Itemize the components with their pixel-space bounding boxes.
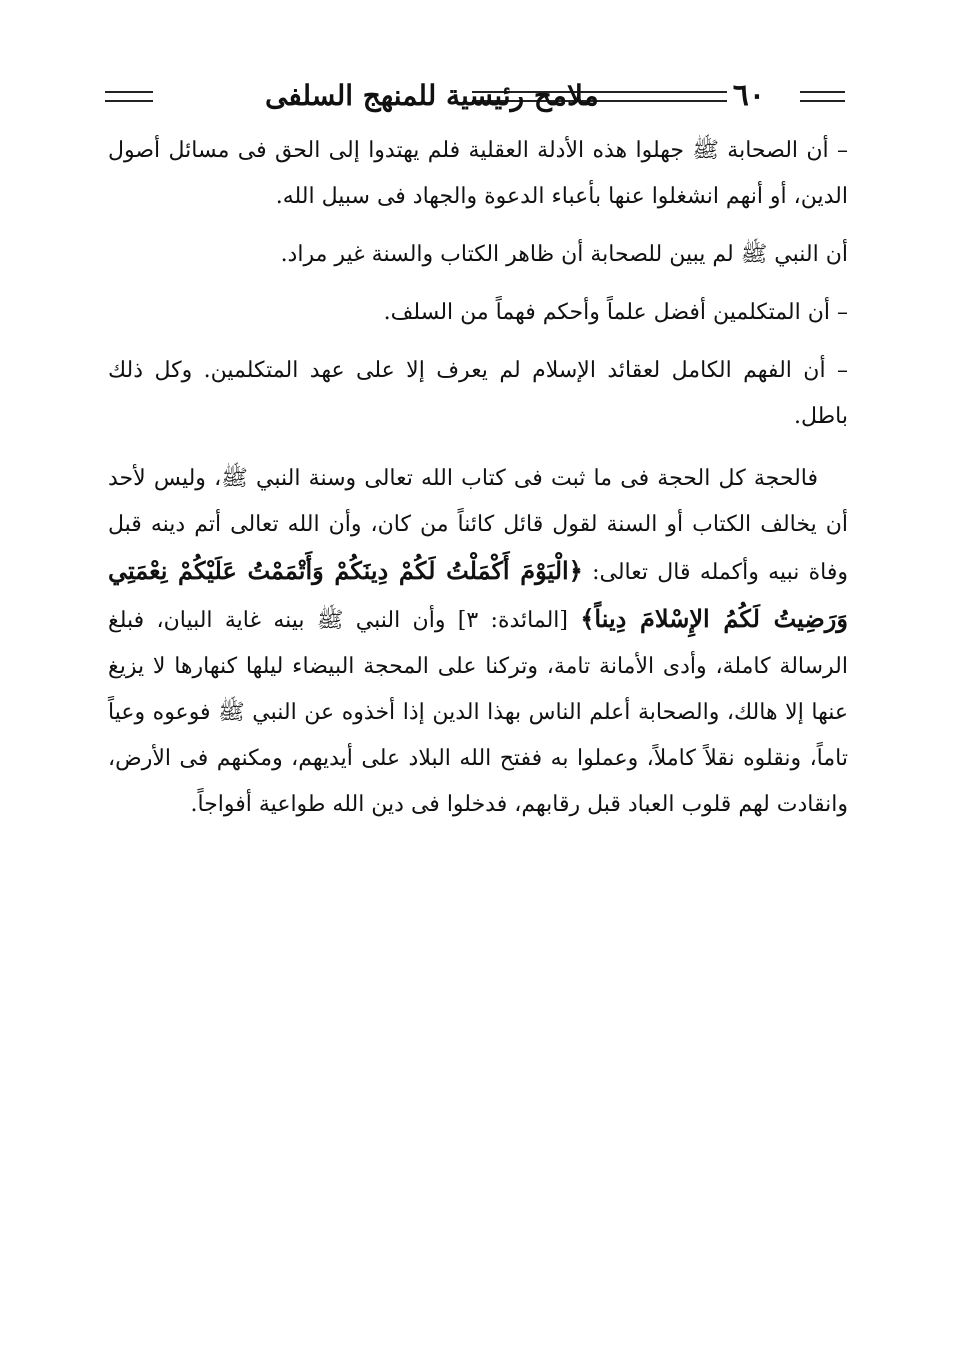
list-item: أن النبي ﷺ لم يبين للصحابة أن ظاهر الكتاب والسنة غير مراد. xyxy=(280,242,848,267)
list-item: – أن المتكلمين أفضل علماً وأحكم فهماً من السلف. xyxy=(383,300,848,325)
header-rule-right xyxy=(800,91,845,102)
page-number: ٦٠ xyxy=(732,78,765,113)
paragraph-text: فالحجة كل الحجة فى ما ثبت فى كتاب الله تعالى وسنة النبي ﷺ، وليس لأحد أن يخالف الكتاب أو السنة لقول قائل كائناً من كان، وأن الله تعالى أتم دينه قبل وفاة نبيه وأكمله قال تعالى: xyxy=(108,466,849,585)
list-item: – أن الفهم الكامل لعقائد الإسلام لم يعرف إلا على عهد المتكلمين. وكل ذلك باطل. xyxy=(108,358,848,429)
paragraph-text: وأن النبي ﷺ بينه غاية البيان، فبلغ الرسالة كاملة، وأدى الأمانة تامة، وتركنا على المحجة البيضاء ليلها كنهارها لا يزيغ عنها إلا هالك، والصحابة أعلم الناس بهذا الدين إذا أخذوه عن النبي ﷺ فوعوه وعياً تاماً، ونقلوه نقلاً كاملاً، وعملوا به ففتح الله البلاد على أيديهم، ومكنهم فى الأرض، وانقادت لهم قلوب العباد قبل رقابهم، فدخلوا فى دين الله طواعية أفواجاً. xyxy=(108,608,848,817)
page-header xyxy=(105,78,845,114)
running-title: ملامح رئيسية للمنهج السلفى xyxy=(265,79,599,112)
main-paragraph xyxy=(108,456,848,828)
header-rule-left xyxy=(105,91,153,102)
list-item: – أن الصحابة ﷺ جهلوا هذه الأدلة العقلية فلم يهتدوا إلى الحق فى مسائل أصول الدين، أو أنهم انشغلوا عنها بأعباء الدعوة والجهاد فى سبيل الله. xyxy=(108,138,848,209)
page-body xyxy=(108,128,848,840)
verse-citation: [المائدة: ٣] xyxy=(457,608,568,633)
quran-verse: ﴿الْيَوْمَ أَكْمَلْتُ لَكُمْ دِينَكُمْ وَأَتْمَمْتُ عَلَيْكُمْ نِعْمَتِي وَرَضِيتُ لَكُمُ الإِسْلامَ دِيناً﴾ xyxy=(108,556,848,633)
